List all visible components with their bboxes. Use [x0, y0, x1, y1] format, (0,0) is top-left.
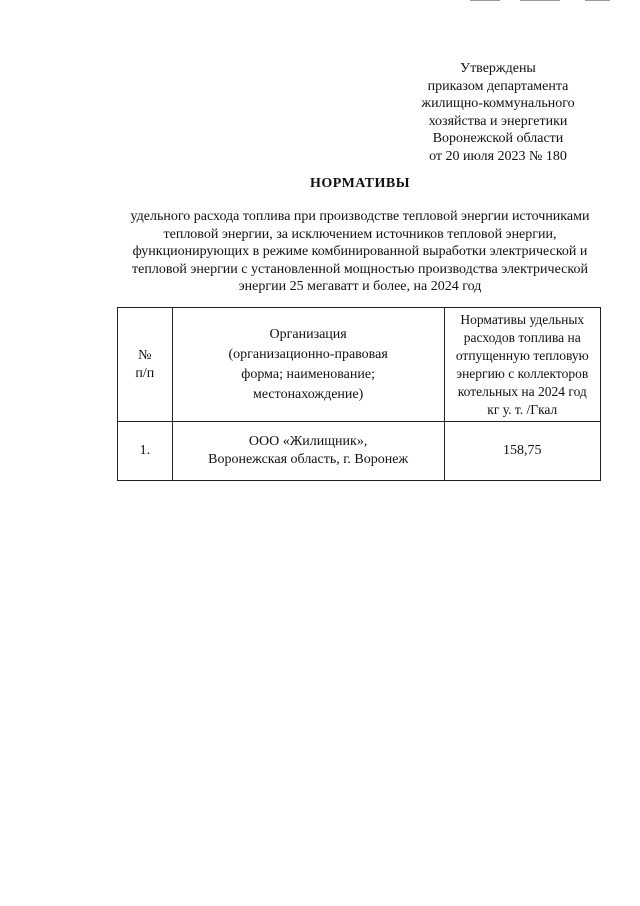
- subtitle-line: функционирующих в режиме комбинированной выработки электрической и: [132, 244, 588, 259]
- table-header-row: [118, 308, 601, 422]
- approval-line: приказом департамента: [427, 78, 569, 94]
- approval-block: [398, 60, 598, 166]
- document-title: НОРМАТИВЫ: [310, 176, 410, 191]
- table-row: [118, 422, 601, 481]
- approval-line: жилищно-коммунального: [421, 96, 575, 112]
- row-org-cell: [172, 422, 444, 481]
- header-org-line: (организационно-правовая: [228, 346, 388, 362]
- header-org-line: Организация: [269, 326, 347, 342]
- norms-table: [117, 307, 601, 481]
- header-num-line: п/п: [135, 365, 155, 381]
- scan-artifact: [585, 0, 610, 1]
- header-norm-line: Нормативы удельных: [460, 311, 585, 327]
- subtitle-line: энергии 25 мегаватт и более, на 2024 год: [238, 279, 482, 294]
- header-norm-line: кг у. т. /Гкал: [487, 401, 558, 417]
- document-subtitle: [100, 208, 620, 296]
- header-org-line: форма; наименование;: [241, 366, 375, 382]
- header-org-cell: [172, 308, 444, 422]
- approval-line: Утверждены: [460, 61, 536, 76]
- scan-artifact: [470, 0, 500, 1]
- approval-line: хозяйства и энергетики: [428, 113, 568, 129]
- approval-line: от 20 июля 2023 № 180: [429, 148, 567, 164]
- header-norm-line: расходов топлива на: [463, 329, 581, 345]
- subtitle-line: удельного расхода топлива при производстве тепловой энергии источниками: [130, 209, 590, 224]
- row-num-cell: 1.: [118, 422, 173, 481]
- subtitle-line: тепловой энергии с установленной мощностью производства электрической: [132, 261, 588, 277]
- row-org-line: Воронежская область, г. Воронеж: [208, 452, 409, 467]
- approval-line: Воронежской области: [432, 131, 564, 147]
- header-norm-line: котельных на 2024 год: [457, 383, 587, 399]
- header-org-line: местонахождение): [253, 386, 364, 402]
- scan-artifact: [520, 0, 560, 1]
- row-norm-cell: 158,75: [444, 422, 600, 481]
- header-norm-line: отпущенную тепловую: [455, 347, 589, 363]
- header-norm-cell: [444, 308, 600, 422]
- header-num-cell: [118, 308, 173, 422]
- header-num-line: №: [138, 347, 152, 363]
- row-org-line: ООО «Жилищник»,: [248, 434, 368, 449]
- subtitle-line: тепловой энергии, за исключением источников тепловой энергии,: [163, 226, 557, 242]
- header-norm-line: энергию с коллекторов: [456, 365, 589, 381]
